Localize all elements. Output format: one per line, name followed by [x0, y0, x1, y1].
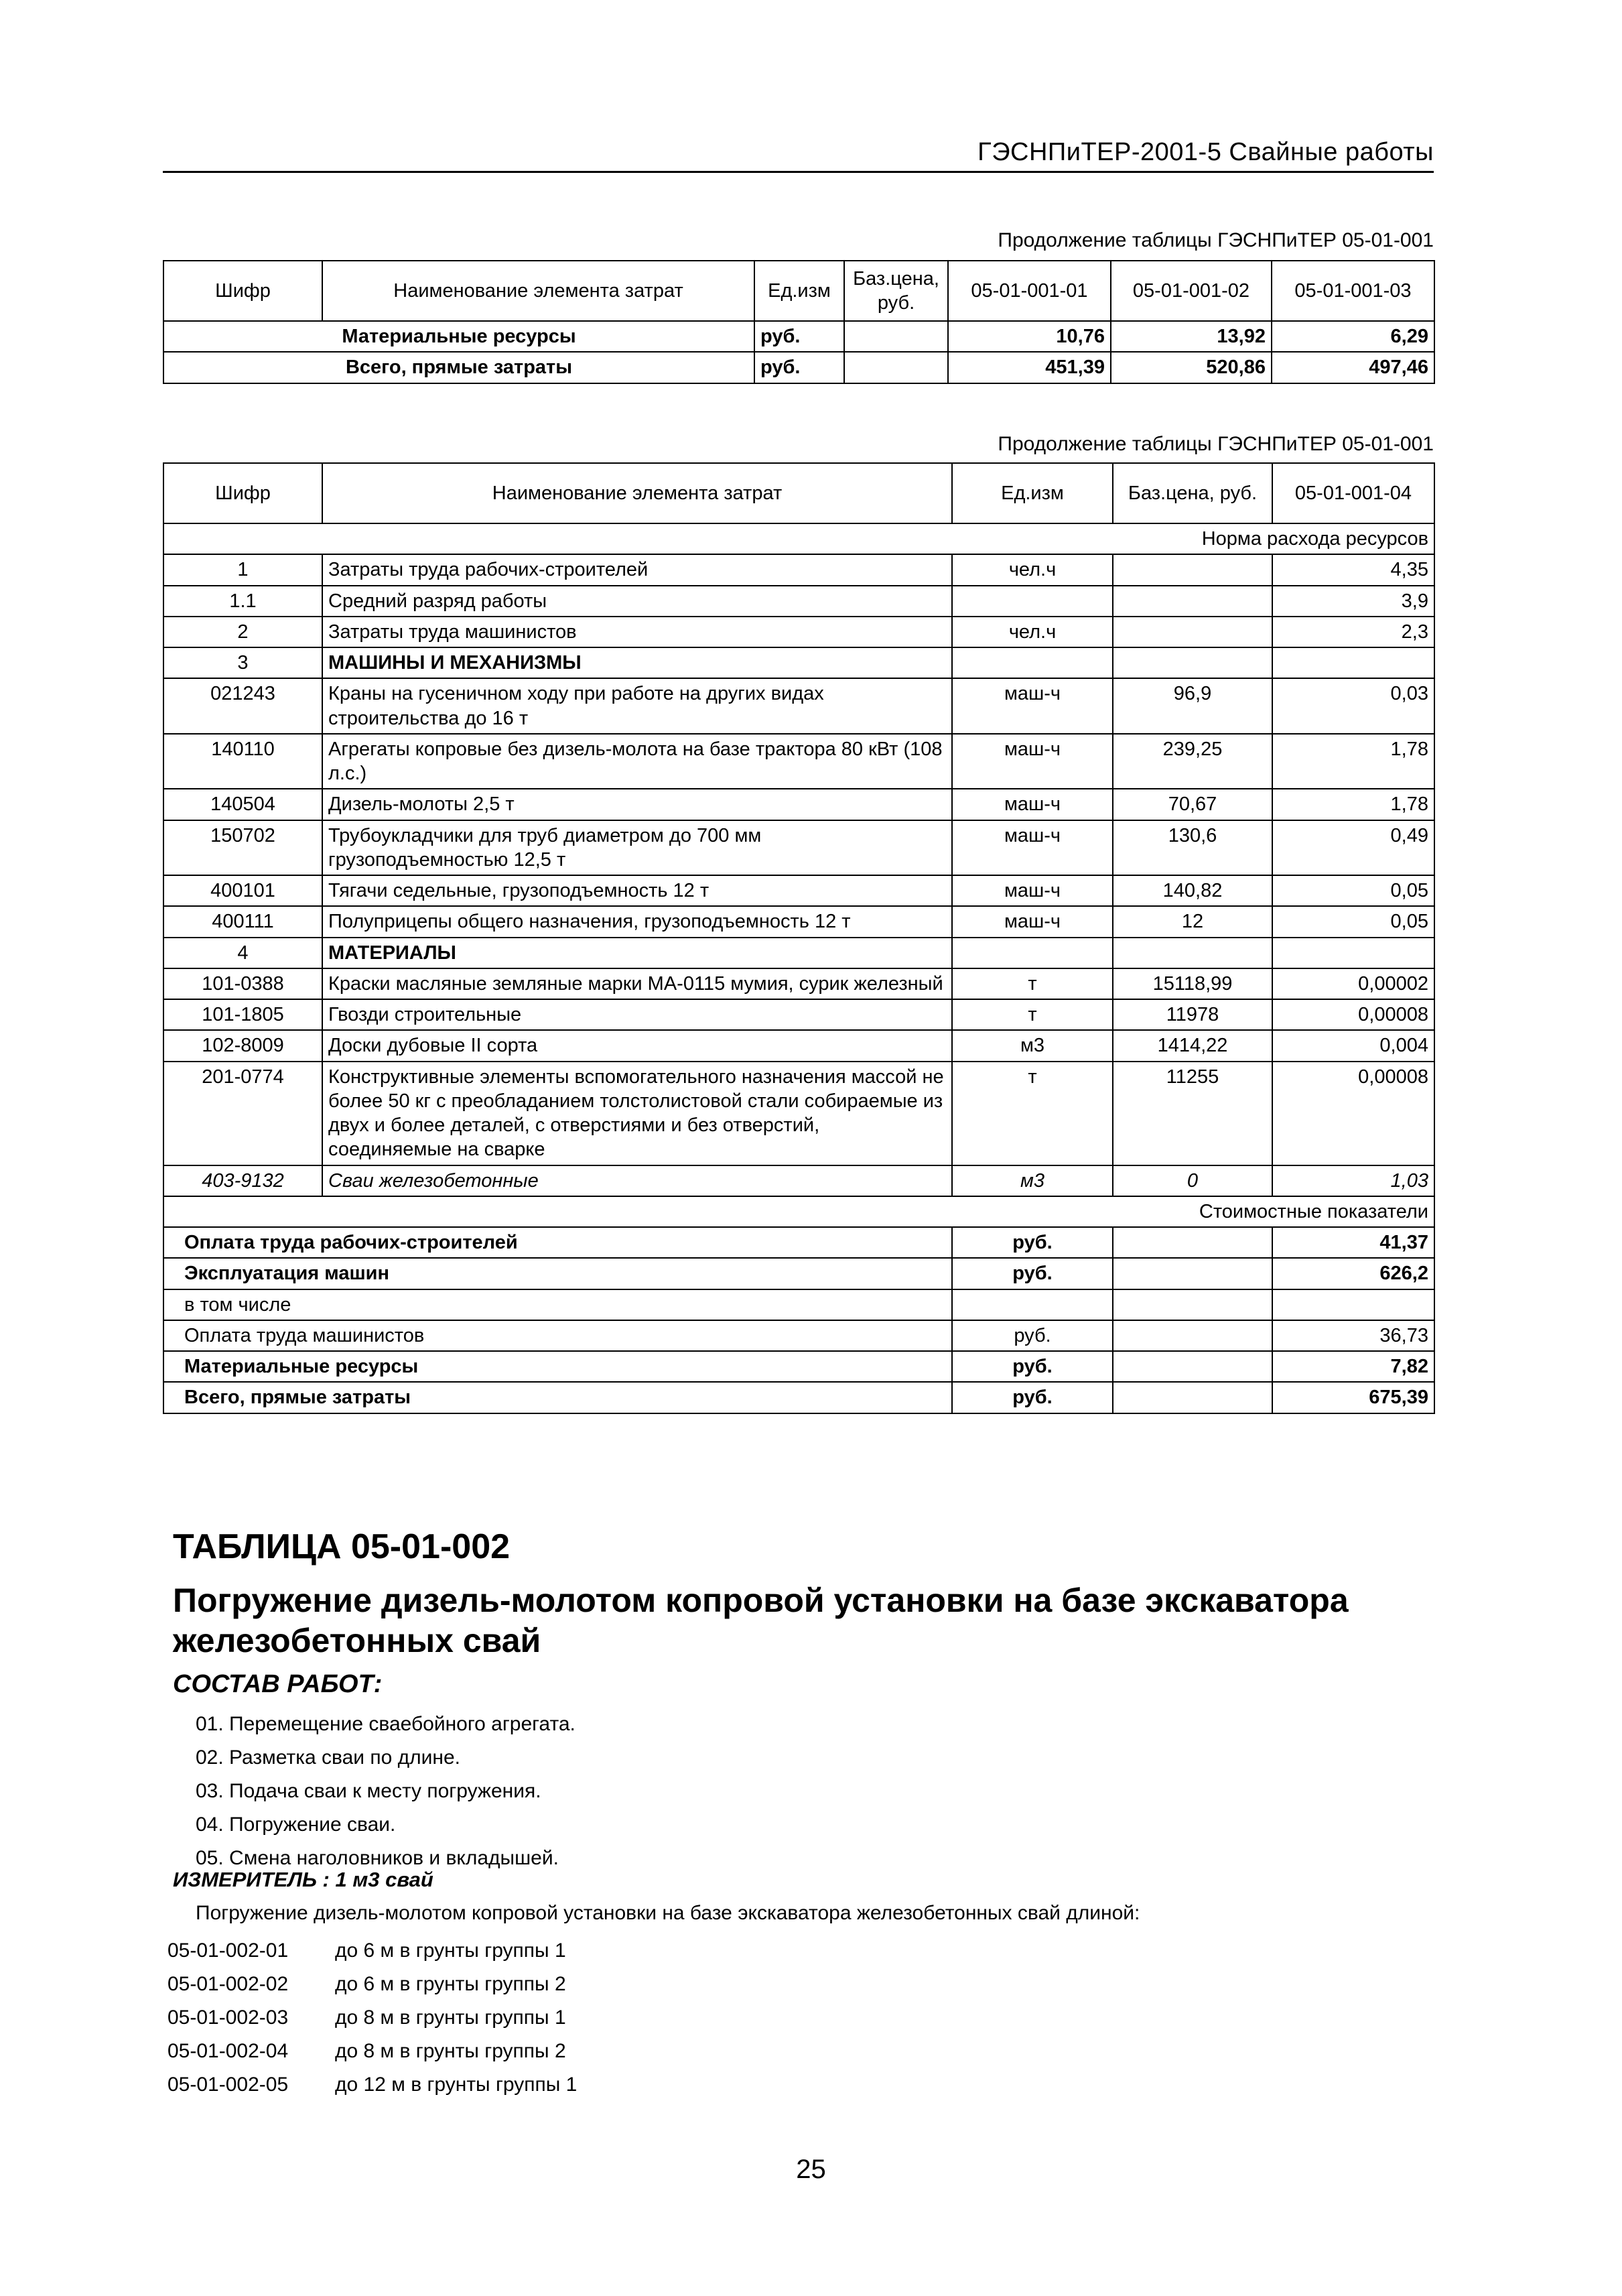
table-row [163, 352, 1434, 383]
row-value: 3,9 [1272, 586, 1434, 617]
row-value: 1,03 [1272, 1165, 1434, 1196]
variants-list [167, 1934, 577, 2102]
row-code: 140110 [163, 734, 322, 789]
row-unit: маш-ч [952, 789, 1113, 820]
table1-header-col2: 05-01-001-02 [1111, 261, 1272, 321]
row-value: 0,05 [1272, 875, 1434, 906]
row-value: 0,00002 [1272, 968, 1434, 999]
cost-unit: руб. [952, 1227, 1113, 1258]
row-name: Полуприцепы общего назначения, грузоподъемность 12 т [322, 906, 952, 937]
cost-value: 41,37 [1272, 1227, 1434, 1258]
list-item [167, 2035, 577, 2068]
row-unit: маш-ч [952, 734, 1113, 789]
row-unit: маш-ч [952, 906, 1113, 937]
cost-label: Стоимостные показатели [163, 1196, 1434, 1227]
row-code: 021243 [163, 678, 322, 734]
row-code: 101-1805 [163, 999, 322, 1030]
row-name: Затраты труда машинистов [322, 617, 952, 647]
row-name: Дизель-молоты 2,5 т [322, 789, 952, 820]
table-title: ТАБЛИЦА 05-01-002 [173, 1527, 511, 1566]
table-row [163, 554, 1434, 585]
cost-name: Материальные ресурсы [163, 1351, 952, 1382]
cost-unit: руб. [952, 1320, 1113, 1351]
table-row [163, 617, 1434, 647]
cost-unit: руб. [952, 1258, 1113, 1289]
row-code: 403-9132 [163, 1165, 322, 1196]
row-value: 2,3 [1272, 617, 1434, 647]
list-item: 05. Смена наголовников и вкладышей. [196, 1847, 559, 1869]
running-header-title: ГЭСНПиТЕР-2001-5 Свайные работы [977, 138, 1434, 166]
composition-label: СОСТАВ РАБОТ: [173, 1670, 383, 1698]
row-value: 4,35 [1272, 554, 1434, 585]
cost-value: 7,82 [1272, 1351, 1434, 1382]
row-price [844, 321, 948, 352]
row-code: 201-0774 [163, 1062, 322, 1165]
row-unit [952, 586, 1113, 617]
row-unit: руб. [754, 321, 844, 352]
row-price: 15118,99 [1113, 968, 1272, 999]
row-unit: т [952, 999, 1113, 1030]
row-price [1113, 647, 1272, 678]
row-code: 1.1 [163, 586, 322, 617]
row-unit [952, 647, 1113, 678]
row-unit: м3 [952, 1030, 1113, 1061]
row-code: 1 [163, 554, 322, 585]
row-code: 400101 [163, 875, 322, 906]
variant-code: 05-01-002-03 [167, 2006, 289, 2029]
row-name: Краски масляные земляные марки МА-0115 мумия, сурик железный [322, 968, 952, 999]
row-code: 102-8009 [163, 1030, 322, 1061]
row-price: 96,9 [1113, 678, 1272, 734]
variants-intro: Погружение дизель-молотом копровой установки на базе экскаватора железобетонных свай длиной: [196, 1902, 1140, 1924]
table1-header-price: Баз.цена, руб. [844, 261, 948, 321]
cost-value: 36,73 [1272, 1320, 1434, 1351]
table2-header-name: Наименование элемента затрат [322, 463, 952, 523]
row-value: 0,05 [1272, 906, 1434, 937]
table-row [163, 968, 1434, 999]
list-item [167, 1968, 577, 2001]
row-unit: руб. [754, 352, 844, 383]
row-value-2: 520,86 [1111, 352, 1272, 383]
table-row [163, 734, 1434, 789]
table-row [163, 789, 1434, 820]
table2 [163, 462, 1435, 1414]
table2-caption: Продолжение таблицы ГЭСНПиТЕР 05-01-001 [998, 433, 1434, 455]
table1-header-name: Наименование элемента затрат [322, 261, 754, 321]
row-price: 70,67 [1113, 789, 1272, 820]
list-item: 03. Подача сваи к месту погружения. [196, 1780, 541, 1802]
row-value: 0,004 [1272, 1030, 1434, 1061]
row-value [1272, 938, 1434, 968]
row-price [1113, 938, 1272, 968]
row-price: 130,6 [1113, 820, 1272, 876]
row-name: Затраты труда рабочих-строителей [322, 554, 952, 585]
norm-label-row [163, 523, 1434, 554]
row-name: Краны на гусеничном ходу при работе на других видах строительства до 16 т [322, 678, 952, 734]
table-row [163, 1165, 1434, 1196]
table-row [163, 321, 1434, 352]
row-value: 0,49 [1272, 820, 1434, 876]
row-name: Агрегаты копровые без дизель-молота на базе трактора 80 кВт (108 л.с.) [322, 734, 952, 789]
row-value: 1,78 [1272, 734, 1434, 789]
cost-price [1113, 1382, 1272, 1413]
cost-name: Оплата труда машинистов [163, 1320, 952, 1351]
table2-header-unit: Ед.изм [952, 463, 1113, 523]
cost-price [1113, 1289, 1272, 1320]
variant-code: 05-01-002-01 [167, 1939, 289, 1962]
row-price [1113, 586, 1272, 617]
table2-header-row [163, 463, 1434, 523]
row-name: Сваи железобетонные [322, 1165, 952, 1196]
row-name: Материальные ресурсы [163, 321, 754, 352]
row-name: Средний разряд работы [322, 586, 952, 617]
row-name: Гвозди строительные [322, 999, 952, 1030]
row-price: 11978 [1113, 999, 1272, 1030]
table-row [163, 1258, 1434, 1289]
cost-unit: руб. [952, 1351, 1113, 1382]
table1 [163, 260, 1435, 384]
table-row [163, 820, 1434, 876]
table-row [163, 647, 1434, 678]
row-value: 1,78 [1272, 789, 1434, 820]
table2-header-col4: 05-01-001-04 [1272, 463, 1434, 523]
cost-value [1272, 1289, 1434, 1320]
cost-unit: руб. [952, 1382, 1113, 1413]
table1-caption: Продолжение таблицы ГЭСНПиТЕР 05-01-001 [998, 229, 1434, 251]
list-item: 04. Погружение сваи. [196, 1813, 396, 1836]
cost-value: 626,2 [1272, 1258, 1434, 1289]
row-price [844, 352, 948, 383]
cost-value: 675,39 [1272, 1382, 1434, 1413]
row-value-2: 13,92 [1111, 321, 1272, 352]
table1-header-unit: Ед.изм [754, 261, 844, 321]
row-name: Трубоукладчики для труб диаметром до 700 мм грузоподъемностью 12,5 т [322, 820, 952, 876]
list-item [167, 2068, 577, 2102]
row-value-1: 10,76 [948, 321, 1111, 352]
cost-name: Эксплуатация машин [163, 1258, 952, 1289]
variant-text: до 6 м в грунты группы 1 [335, 1939, 566, 1962]
cost-price [1113, 1227, 1272, 1258]
row-code: 3 [163, 647, 322, 678]
row-price: 140,82 [1113, 875, 1272, 906]
table-row [163, 678, 1434, 734]
list-item [167, 2001, 577, 2035]
cost-label-row [163, 1196, 1434, 1227]
table1-header-row [163, 261, 1434, 321]
row-unit: маш-ч [952, 875, 1113, 906]
row-code: 140504 [163, 789, 322, 820]
table-row [163, 586, 1434, 617]
row-code: 150702 [163, 820, 322, 876]
row-unit: маш-ч [952, 678, 1113, 734]
norm-label: Норма расхода ресурсов [163, 523, 1434, 554]
measure-unit: ИЗМЕРИТЕЛЬ : 1 м3 свай [173, 1868, 433, 1891]
row-value-3: 6,29 [1272, 321, 1434, 352]
row-price: 12 [1113, 906, 1272, 937]
cost-price [1113, 1258, 1272, 1289]
row-price: 1414,22 [1113, 1030, 1272, 1061]
row-value-3: 497,46 [1272, 352, 1434, 383]
variant-text: до 8 м в грунты группы 2 [335, 2040, 566, 2062]
row-name: Всего, прямые затраты [163, 352, 754, 383]
cost-name: в том числе [163, 1289, 952, 1320]
variant-text: до 12 м в грунты группы 1 [335, 2074, 578, 2096]
table-row [163, 1227, 1434, 1258]
row-unit [952, 938, 1113, 968]
row-unit: т [952, 968, 1113, 999]
row-value [1272, 647, 1434, 678]
row-unit: маш-ч [952, 820, 1113, 876]
table-row [163, 1289, 1434, 1320]
table1-header-col1: 05-01-001-01 [948, 261, 1111, 321]
cost-name: Всего, прямые затраты [163, 1382, 952, 1413]
row-unit: т [952, 1062, 1113, 1165]
list-item: 01. Перемещение сваебойного агрегата. [196, 1713, 576, 1735]
row-name: Конструктивные элементы вспомогательного назначения массой не более 50 кг с преобладанием толстолистовой стали собираемые из двух и более деталей, с отверстиями и без отверстий, соединяемые на сварке [322, 1062, 952, 1165]
table-row [163, 1320, 1434, 1351]
row-name: Тягачи седельные, грузоподъемность 12 т [322, 875, 952, 906]
variant-code: 05-01-002-05 [167, 2074, 289, 2096]
row-price: 11255 [1113, 1062, 1272, 1165]
table-row [163, 999, 1434, 1030]
cost-price [1113, 1351, 1272, 1382]
row-name: Доски дубовые II сорта [322, 1030, 952, 1061]
row-name: МАТЕРИАЛЫ [322, 938, 952, 968]
list-item: 02. Разметка сваи по длине. [196, 1746, 461, 1769]
table2-header-price: Баз.цена, руб. [1113, 463, 1272, 523]
table-row [163, 1030, 1434, 1061]
row-unit: чел.ч [952, 617, 1113, 647]
work-list [196, 1708, 576, 1875]
row-code: 4 [163, 938, 322, 968]
row-price [1113, 554, 1272, 585]
cost-unit [952, 1289, 1113, 1320]
table1-header-code: Шифр [163, 261, 322, 321]
row-price: 0 [1113, 1165, 1272, 1196]
row-value: 0,00008 [1272, 1062, 1434, 1165]
work-title: Погружение дизель-молотом копровой установки на базе экскаватора железобетонных свай [173, 1582, 1349, 1659]
running-header [163, 138, 1434, 173]
row-code: 400111 [163, 906, 322, 937]
page-number: 25 [796, 2155, 826, 2184]
row-code: 101-0388 [163, 968, 322, 999]
table-row [163, 1351, 1434, 1382]
list-item [167, 1934, 577, 1968]
variant-text: до 8 м в грунты группы 1 [335, 2006, 566, 2029]
table-row [163, 1062, 1434, 1165]
row-value: 0,03 [1272, 678, 1434, 734]
row-unit: м3 [952, 1165, 1113, 1196]
cost-name: Оплата труда рабочих-строителей [163, 1227, 952, 1258]
table-row [163, 938, 1434, 968]
row-price [1113, 617, 1272, 647]
variant-code: 05-01-002-04 [167, 2040, 289, 2062]
variant-text: до 6 м в грунты группы 2 [335, 1973, 566, 1995]
table-row [163, 875, 1434, 906]
variant-code: 05-01-002-02 [167, 1973, 289, 1995]
row-name: МАШИНЫ И МЕХАНИЗМЫ [322, 647, 952, 678]
table1-header-col3: 05-01-001-03 [1272, 261, 1434, 321]
row-code: 2 [163, 617, 322, 647]
row-value: 0,00008 [1272, 999, 1434, 1030]
table-row [163, 1382, 1434, 1413]
table2-header-code: Шифр [163, 463, 322, 523]
table-row [163, 906, 1434, 937]
row-unit: чел.ч [952, 554, 1113, 585]
cost-price [1113, 1320, 1272, 1351]
row-price: 239,25 [1113, 734, 1272, 789]
row-value-1: 451,39 [948, 352, 1111, 383]
